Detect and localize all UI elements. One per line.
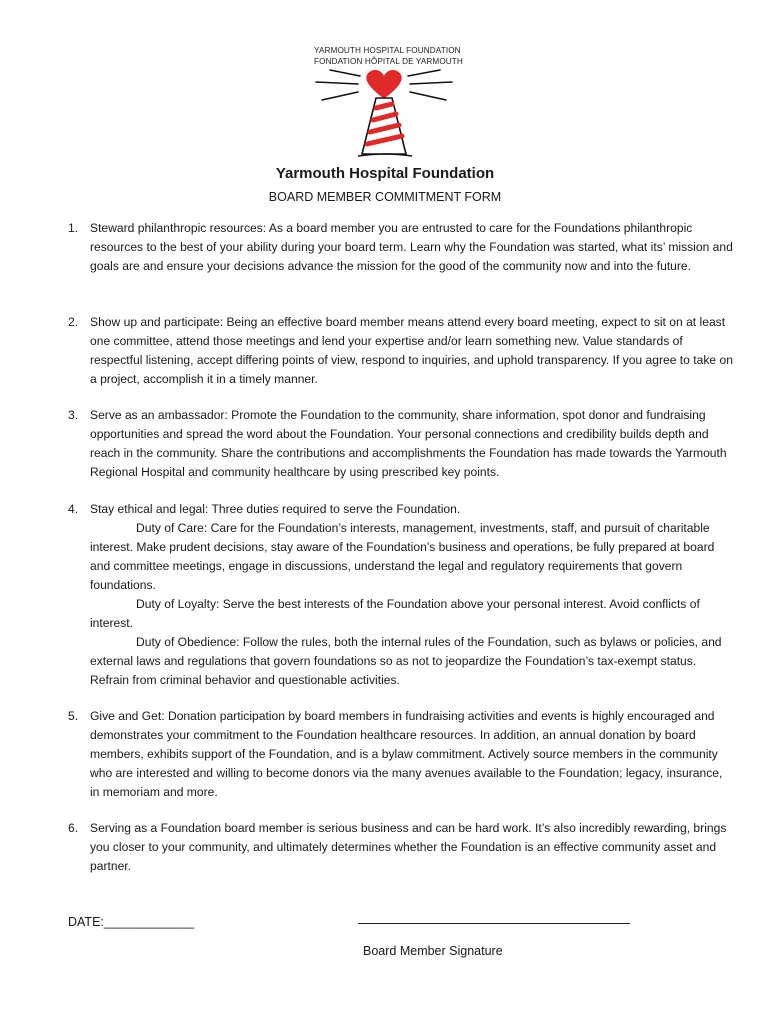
list-item (68, 500, 733, 690)
item-text: Serve as an ambassador: Promote the Foundation to the community, share information, spot donor and fundraising opportunities and spread the word about the Foundation. Your personal connections and credibility builds depth and reach in the community. Share the contributions and accomplishments the Foundation has made towards the Yarmouth Regional Hospital and community healthcare by using prescribed key points. (90, 408, 727, 479)
page-subtitle: BOARD MEMBER COMMITMENT FORM (268, 190, 502, 204)
duty-of-care: Duty of Care: Care for the Foundation’s interests, management, investments, staff, and pursuit of charitable interest. Make prudent decisions, stay aware of the Foundation’s business and operations, be fully prepared at board and committee meetings, engage in discussions, understand the legal and regulatory requirements that govern foundations. (90, 521, 715, 592)
lighthouse-heart-icon (300, 68, 470, 160)
signature-line[interactable] (358, 923, 630, 924)
item-number: 4. (68, 502, 79, 516)
item-number: 5. (68, 709, 79, 723)
item-text: Serving as a Foundation board member is serious business and can be hard work. It’s also incredibly rewarding, brings you closer to your community, and ultimately determines whether the Foundation is an effective community asset and partner. (90, 821, 727, 873)
item-number: 2. (68, 315, 79, 329)
logo-text-french: FONDATION HÔPITAL DE YARMOUTH (314, 57, 463, 66)
item-text: Steward philanthropic resources: As a board member you are entrusted to care for the Foundations philanthropic resources to the best of your ability during your board term. Learn why the Foundation was started, what its’ mission and goals are and ensure your decisions advance the mission for the good of the community now and into the future. (90, 221, 733, 273)
list-item (68, 406, 733, 482)
list-item (68, 313, 733, 389)
list-item (68, 219, 733, 276)
item-intro: Stay ethical and legal: Three duties required to serve the Foundation. (90, 502, 461, 516)
item-text: Give and Get: Donation participation by board members in fundraising activities and events is highly encouraged and demonstrates your commitment to the Foundation healthcare resources. In addition, an annual donation by board members, exhibits support of the Foundation, and is a bylaw commitment. Actively source members in the community who are interested and willing to become donors via the many avenues available to the Foundation; legacy, insurance, in memoriam and more. (90, 709, 723, 799)
item-text: Show up and participate: Being an effective board member means attend every board meeting, expect to sit on at least one committee, attend those meetings and lend your expertise and/or learn something new. Value standards of respectful listening, accept differing points of view, respond to inquiries, and uphold transparency. If you agree to take on a project, accomplish it in a timely manner. (90, 315, 733, 386)
page-title: Yarmouth Hospital Foundation (275, 165, 495, 182)
duty-of-obedience: Duty of Obedience: Follow the rules, both the internal rules of the Foundation, such as bylaws or policies, and external laws and regulations that govern foundations so as not to jeopardize the Foundation’s tax-exempt status. Refrain from criminal behavior and questionable activities. (90, 635, 722, 687)
signature-label: Board Member Signature (363, 944, 503, 958)
logo-text-english: YARMOUTH HOSPITAL FOUNDATION (314, 46, 461, 55)
item-number: 6. (68, 821, 79, 835)
foundation-logo (300, 44, 470, 160)
list-item (68, 819, 733, 876)
item-number: 3. (68, 408, 79, 422)
list-item (68, 707, 733, 802)
heart-icon (367, 70, 401, 98)
item-number: 1. (68, 221, 79, 235)
date-field[interactable]: DATE:_____________ (68, 915, 195, 929)
duty-of-loyalty: Duty of Loyalty: Serve the best interests of the Foundation above your personal interest. Avoid conflicts of interest. (90, 597, 700, 630)
